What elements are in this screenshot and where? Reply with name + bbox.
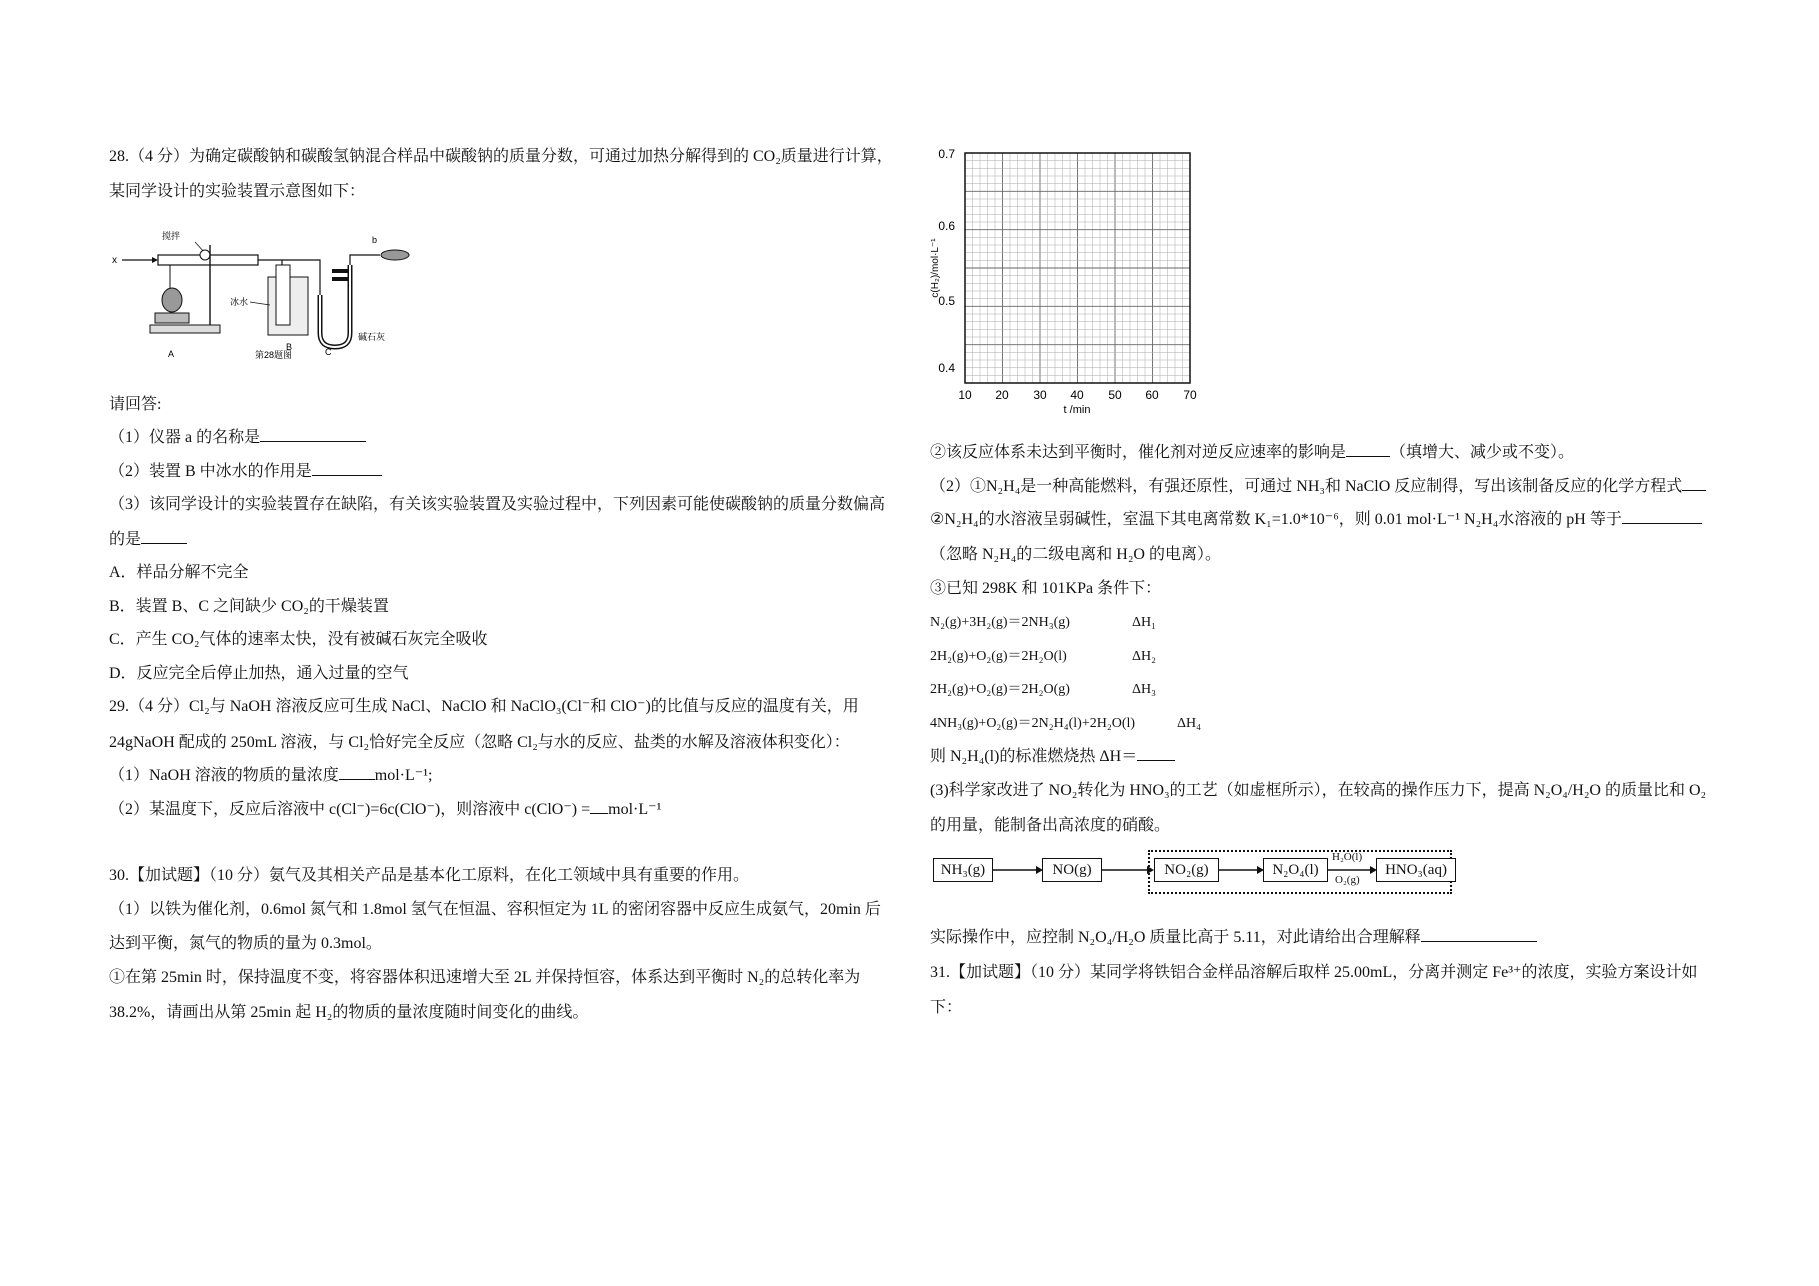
q30-stem-line5: 38.2%，请画出从第 25min 起 H₂的物质的量浓度随时间变化的曲线。 — [109, 1004, 589, 1021]
x-tick-30: 30 — [1033, 388, 1047, 402]
q29-sub1 — [109, 765, 432, 787]
q30-sub2-part2 — [930, 509, 1702, 531]
h2-concentration-grid[interactable] — [930, 138, 1210, 423]
q30-stem-line2: （1）以铁为催化剂，0.6mol 氮气和 1.8mol 氢气在恒温、容积恒定为 1L 的密闭容器中反应生成氨气，20min 后 — [109, 901, 881, 918]
equation-2: 2H₂(g)+O₂(g)＝2H₂O(l) — [930, 649, 1067, 664]
apparatus-label-C: C — [325, 347, 332, 357]
q30-sub3-explain — [930, 927, 1537, 949]
q30-sub1-part2-text: ②该反应体系未达到平衡时，催化剂对逆反应速率的影响是 — [930, 444, 1347, 461]
q30-stem-line3: 达到平衡，氮气的物质的量为 0.3mol。 — [109, 935, 382, 952]
apparatus-label-b: b — [372, 235, 378, 245]
q29-sub1-unit: mol·L⁻¹; — [374, 767, 433, 784]
apparatus-label-soda-lime: 碱石灰 — [358, 332, 386, 342]
q29-sub1-text: （1）NaOH 溶液的物质的量浓度 — [109, 767, 339, 784]
q30-sub2-part1-text: （2）①N₂H₄是一种高能燃料，有强还原性，可通过 NH₃和 NaClO 反应制得，写出该制备反应的化学方程式 — [930, 478, 1683, 495]
y-axis-label: c(H₂)/mol·L⁻¹ — [930, 238, 941, 298]
q28-sub2-text: （2）装置 B 中冰水的作用是 — [109, 463, 312, 480]
q29-sub2-text: （2）某温度下，反应后溶液中 c(Cl⁻)=6c(ClO⁻)，则溶液中 c(ClO⁻) = — [109, 801, 591, 818]
apparatus-label-ice: 冰水 — [230, 297, 249, 307]
q28-sub1 — [109, 427, 366, 449]
equation-4: 4NH₃(g)+O₂(g)＝2N₂H₄(l)+2H₂O(l) — [930, 716, 1136, 731]
apparatus-label-x: x — [112, 255, 117, 266]
q29-sub2 — [109, 799, 661, 821]
x-tick-20: 20 — [995, 388, 1009, 402]
grid-lines — [965, 153, 1190, 383]
q30-sub1-part2-blank[interactable] — [1346, 442, 1390, 457]
q31-stem-line2: 下： — [930, 999, 963, 1016]
q30-stem-line4: ①在第 25min 时，保持温度不变，将容器体积迅速增大至 2L 并保持恒容，体系达到平衡时 N₂的总转化率为 — [109, 969, 861, 986]
flow-arrows — [930, 850, 1470, 895]
equation-3: 2H₂(g)+O₂(g)＝2H₂O(g) — [930, 682, 1070, 697]
answer-prompt: 请回答: — [109, 396, 162, 413]
q29-stem-line1: 29.（4 分）Cl₂与 NaOH 溶液反应可生成 NaCl、NaClO 和 NaClO₃(Cl⁻和 ClO⁻)的比值与反应的温度有关，用 — [109, 698, 859, 715]
q30-sub1-part2-tail: （填增大、减少或不变）。 — [1390, 444, 1575, 461]
flow-box-no: NO(g) — [1042, 858, 1102, 882]
q28-sub2 — [109, 461, 382, 483]
flow-box-hno3: HNO₃(aq) — [1376, 858, 1456, 882]
flow-box-no2: NO₂(g) — [1154, 858, 1219, 882]
q30-sub2-part1-blank[interactable] — [1682, 476, 1706, 491]
x-tick-70: 70 — [1183, 388, 1197, 402]
q30-stem-line1: 30.【加试题】（10 分）氨气及其相关产品是基本化工原料，在化工领域中具有重要的作用。 — [109, 867, 750, 884]
q30-sub3-explain-blank[interactable] — [1421, 927, 1537, 942]
q28-sub3-line2 — [109, 529, 187, 551]
apparatus-label-B: B — [286, 342, 293, 352]
q28-option-c: C．产生 CO₂气体的速率太快，没有被碱石灰完全吸收 — [109, 631, 488, 648]
q30-sub3-line2: 的用量，能制备出高浓度的硝酸。 — [930, 817, 1171, 834]
q28-sub3-text: 的是 — [109, 531, 142, 548]
q28-sub3-line1: （3）该同学设计的实验装置存在缺陷，有关该实验装置及实验过程中，下列因素可能使碳酸钠的质量分数偏高 — [109, 496, 886, 513]
q28-stem-line1: 28.（4 分）为确定碳酸钠和碳酸氢钠混合样品中碳酸钠的质量分数，可通过加热分解得到的 CO₂质量进行计算， — [109, 148, 893, 165]
apparatus-label-stir: 搅拌 — [162, 231, 181, 241]
q28-sub1-blank[interactable] — [260, 427, 366, 442]
no2-process-flow — [930, 850, 1470, 895]
q30-sub3-line1: (3)科学家改进了 NO₂转化为 HNO₃的工艺（如虚框所示），在较高的操作压力下，提高 N₂O₄/H₂O 的质量比和 O₂ — [930, 782, 1707, 799]
apparatus-figure — [110, 225, 420, 360]
y-tick-0.4: 0.4 — [938, 361, 955, 375]
q28-stem-line2: 某同学设计的实验装置示意图如下： — [109, 183, 366, 200]
q30-combustion-heat-blank[interactable] — [1137, 746, 1175, 761]
q29-sub1-blank[interactable] — [339, 765, 375, 780]
q29-stem-line2: 24gNaOH 配成的 250mL 溶液，与 Cl₂恰好完全反应（忽略 Cl₂与水的反应、盐类的水解及溶液体积变化）： — [109, 734, 850, 751]
x-tick-50: 50 — [1108, 388, 1122, 402]
q28-option-a: A．样品分解不完全 — [109, 564, 249, 581]
q30-sub2-note: （忽略 N₂H₄的二级电离和 H₂O 的电离）。 — [930, 546, 1221, 563]
equation-2-dh: ΔH₂ — [1132, 649, 1156, 664]
q28-sub1-text: （1）仪器 a 的名称是 — [109, 429, 261, 446]
q29-sub2-blank[interactable] — [590, 799, 608, 814]
x-tick-40: 40 — [1070, 388, 1084, 402]
y-tick-0.7: 0.7 — [938, 147, 955, 161]
y-tick-0.5: 0.5 — [938, 294, 955, 308]
q28-option-d: D．反应完全后停止加热，通入过量的空气 — [109, 665, 409, 682]
q30-sub2-part1 — [930, 476, 1706, 498]
q30-sub2-part2-blank[interactable] — [1622, 509, 1702, 524]
q30-sub2-part2-text: ②N₂H₄的水溶液呈弱碱性，室温下其电离常数 K₁=1.0*10⁻⁶，则 0.01 mol·L⁻¹ N₂H₄水溶液的 pH 等于 — [930, 511, 1622, 528]
q30-sub1-part2 — [930, 442, 1574, 464]
equation-3-dh: ΔH₃ — [1132, 682, 1156, 697]
q30-sub3-explain-text: 实际操作中，应控制 N₂O₄/H₂O 质量比高于 5.11，对此请给出合理解释 — [930, 929, 1421, 946]
q30-combustion-heat-text: 则 N₂H₄(l)的标准燃烧热 ΔH＝ — [930, 748, 1138, 765]
x-tick-60: 60 — [1145, 388, 1159, 402]
equation-1-dh: ΔH₁ — [1132, 615, 1156, 630]
equation-1: N₂(g)+3H₂(g)＝2NH₃(g) — [930, 615, 1070, 630]
flow-box-n2o4: N₂O₄(l) — [1263, 858, 1328, 882]
q29-sub2-unit: mol·L⁻¹ — [608, 801, 662, 818]
q28-sub3-blank[interactable] — [141, 529, 187, 544]
q31-stem-line1: 31.【加试题】（10 分）某同学将铁铝合金样品溶解后取样 25.00mL，分离并测定 Fe³⁺的浓度，实验方案设计如 — [930, 964, 1698, 981]
x-axis-label: t /min — [1063, 404, 1091, 416]
q28-option-b: B．装置 B、C 之间缺少 CO₂的干燥装置 — [109, 598, 389, 615]
apparatus-label-A: A — [168, 349, 175, 359]
flow-label-o2: O₂(g) — [1335, 874, 1360, 886]
y-tick-0.6: 0.6 — [938, 219, 955, 233]
q30-sub2-part3: ③已知 298K 和 101KPa 条件下： — [930, 580, 1162, 597]
q28-sub2-blank[interactable] — [312, 461, 382, 476]
q30-combustion-heat — [930, 746, 1175, 768]
x-tick-10: 10 — [958, 388, 972, 402]
flow-label-h2o: H₂O(l) — [1332, 851, 1363, 863]
equation-4-dh: ΔH₄ — [1177, 716, 1201, 731]
flow-box-nh3: NH₃(g) — [933, 858, 993, 882]
apparatus-caption: 第28题图 — [255, 350, 293, 360]
